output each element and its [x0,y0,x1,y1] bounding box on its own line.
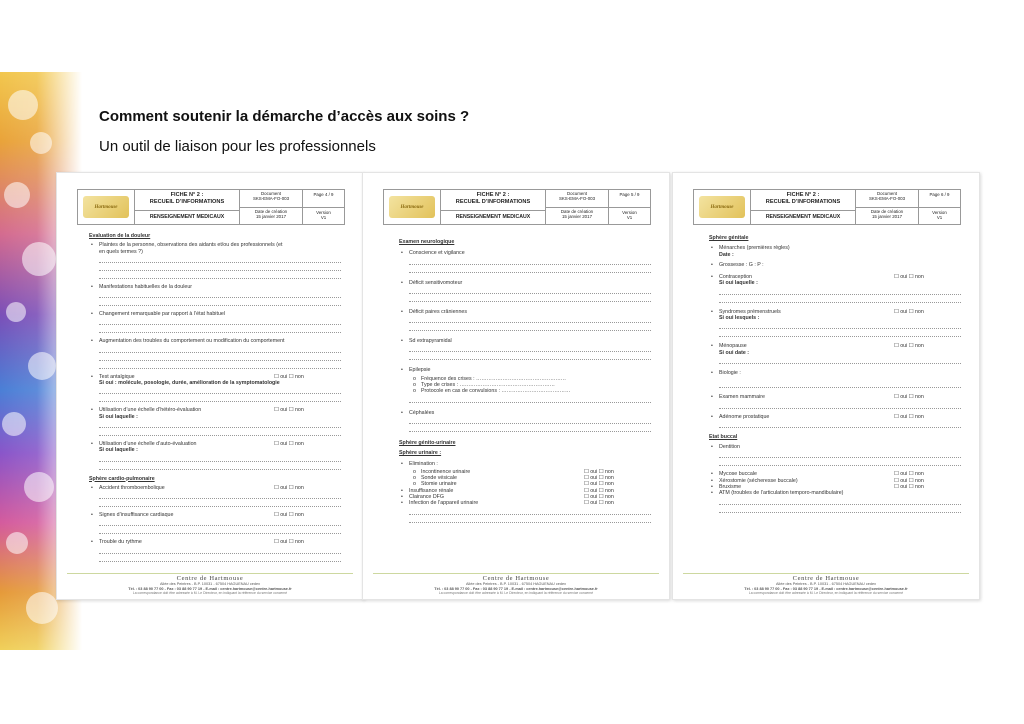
form-item: Manifestations habituelles de la douleur [99,283,193,290]
form-item: Accident thromboembolique [99,484,165,491]
logo-mark: Hartmouse [389,196,435,218]
form-item: Adénome prostatique [719,413,770,420]
form-subitem: Stomie urinaire [421,481,457,488]
oui-non-checkbox[interactable]: ☐ oui ☐ non [584,500,614,507]
form-item: Epilepsie [409,367,431,374]
version-label: Version [932,209,947,215]
fiche-title: RECUEIL D’INFORMATIONS [149,199,225,205]
centre-logo [384,190,441,224]
form-subitem: Si oui laquelle : [99,447,138,454]
section-heading: Sphère génito-urinaire [399,439,456,446]
form-page-4 [56,172,364,600]
version-label: Version [316,209,331,215]
fiche-subtitle: RENSEIGNEMENT MEDICAUX [455,214,531,220]
creation-label: Date de création [870,208,904,214]
form-subitem: Sonde vésicale [421,475,457,482]
form-item: Xérostomie (sécheresse buccale) [719,477,798,484]
form-item: Elimination : [409,460,438,467]
form-item: Déficit paires crâniennes [409,308,467,315]
form-subitem: Si oui laquelle : [99,413,138,420]
form-item: Syndromes prémenstruels [719,308,781,315]
form-item: Augmentation des troubles du comportement ou modification du comportement [99,338,285,345]
version-value: V1 [936,214,943,220]
version-value: V1 [626,214,633,220]
form-item: Plaintes de la personne, observations des aidants et/ou des professionnels (et [99,242,283,249]
form-item: Ménarches (premières règles) [719,245,790,252]
creation-date: 15 janvier 2017 [561,213,593,219]
centre-logo [78,190,135,224]
form-item: Utilisation d’une échelle d’auto-évaluation [99,440,197,447]
footer-address: Allée des Peintres - B.P. 10031 - 67504 HAGUENAU cedex [776,582,876,586]
form-item: Infection de l’appareil urinaire [409,500,479,507]
form-item: ATM (troubles de l’articulation temporo-mandibulaire) [719,490,844,497]
form-body: Evaluation de la douleur • Plaintes de la personne, observations des aidants et/ou des professionnels (et en quels termes ?) • Manifestations habituelles de la douleur • Changement remarquable par rapport à l’état habituel • Augmentation des troubles du comportement ou modification du comportement • Test antalgique ☐ oui ☐ non Si oui : molécule, posologie, durée, amélioration de la symptomatologie • Utilisation d’une échelle d’hétéro-évaluation ☐ oui ☐ non Si oui laquelle : • Utilisation d’une échelle d’auto-évaluation ☐ oui ☐ non Si oui laquelle : Sphère cardio-pulmonaire • Accident thromboembolique ☐ oui ☐ non • Signes d’insuffisance cardiaque ☐ oui ☐ non • Trouble du rythme ☐ oui ☐ non [89,233,341,564]
oui-non-checkbox[interactable]: ☐ oui ☐ non [894,484,924,491]
form-body: Sphère génitale • Ménarches (premières règles) Date : • Grossesse : G : P : • Contraception ☐ oui ☐ non Si oui laquelle : • Syndromes prémenstruels ☐ oui ☐ non Si oui lesquels : • Ménopause ☐ oui ☐ non Si oui date : • Biologie : • Examen mammaire ☐ oui ☐ non • Adénome prostatique ☐ oui ☐ non Etat buccal • Dentition • Mycose buccale ☐ oui ☐ non • Xérostomie (sécheresse buccale) ☐ oui ☐ non • Bruxisme ☐ oui ☐ non • ATM (troubles de l’articulation temporo-mandibulaire) [709,235,961,515]
oui-non-checkbox[interactable]: ☐ oui ☐ non [584,468,614,475]
form-item: Biologie : [719,369,741,376]
form-subitem: Type de crises : ……………………………………………… [421,382,555,389]
form-subitem: Fréquence des crises : …………………………………………… [421,375,567,382]
centre-logo [694,190,751,224]
form-header [77,189,345,225]
form-subitem: Si oui : molécule, posologie, durée, amélioration de la symptomatologie [99,380,280,387]
footer-contact: Tél. : 03 88 90 77 00 - Fax : 03 88 90 77 19 - E-mail : centre.hartmouse@centre-hartmouse.fr [744,586,908,591]
oui-non-checkbox[interactable]: ☐ oui ☐ non [894,274,924,281]
creation-label: Date de création [560,208,594,214]
form-subitem: Date : [719,251,734,258]
oui-non-checkbox[interactable]: ☐ oui ☐ non [894,308,924,315]
section-heading: Evaluation de la douleur [89,233,151,239]
form-subitem: Si oui lesquels : [719,315,760,322]
section-heading: Sphère cardio-pulmonaire [89,475,155,482]
footer-name: Centre de Hartmouse [176,575,244,582]
form-subitem: Protocole en cas de convulsions : ………………………………… [421,388,571,395]
form-header [693,189,961,225]
form-item: Utilisation d’une échelle d’hétéro-évaluation [99,407,202,414]
form-item: Clairance DFG [409,494,445,501]
document-code: SKS-EMA-FO-003 [558,196,596,202]
slide-title: Comment soutenir la démarche d’accès aux soins ? [99,108,470,125]
page-footer [67,573,353,595]
fiche-number: FICHE N° 2 : [170,192,204,198]
oui-non-checkbox[interactable]: ☐ oui ☐ non [274,440,304,447]
document-code: SKS-EMA-FO-003 [868,196,906,202]
fiche-title: RECUEIL D’INFORMATIONS [765,199,841,205]
form-item: Céphalées [409,409,435,416]
oui-non-checkbox[interactable]: ☐ oui ☐ non [274,407,304,414]
footer-contact: Tél. : 03 88 90 77 00 - Fax : 03 88 90 77 19 - E-mail : centre.hartmouse@centre-hartmouse.fr [434,586,598,591]
form-item: en quels termes ?) [99,248,143,255]
oui-non-checkbox[interactable]: ☐ oui ☐ non [894,343,924,350]
section-heading: Sphère urinaire : [399,450,442,457]
version-value: V1 [320,214,327,220]
form-body: Examen neurologique • Conscience et vigilance • Déficit sensitivomoteur • Déficit paires crâniennes • Sd extrapyramidal • Epilepsie o Fréquence des crises : …………………………………………… o Type de crises : ……………………………………………… o Protocole en cas de convulsions : ………………………………… • Céphalées Sphère génito-urinaire Sphère urinaire : • Elimination : o Incontinence urinaire ☐ oui ☐ non o Sonde vésicale ☐ oui ☐ non o Stomie urinaire ☐ oui ☐ non • Insuffisance rénale ☐ oui ☐ non • Clairance DFG ☐ oui ☐ non • Infection de l’appareil urinaire ☐ oui ☐ non [399,239,651,525]
footer-note: La correspondance doit être adressée à M. Le Directeur, en indiquant la référence du service concerné [132,591,288,596]
form-item: Insuffisance rénale [409,487,454,494]
oui-non-checkbox[interactable]: ☐ oui ☐ non [584,475,614,482]
footer-address: Allée des Peintres - B.P. 10031 - 67504 HAGUENAU cedex [466,582,566,586]
oui-non-checkbox[interactable]: ☐ oui ☐ non [584,481,614,488]
form-item: Changement remarquable par rapport à l’état habituel [99,311,226,318]
document-label: Document [876,191,897,196]
logo-mark: Hartmouse [83,196,129,218]
oui-non-checkbox[interactable]: ☐ oui ☐ non [274,512,304,519]
form-item: Trouble du rythme [99,539,142,546]
oui-non-checkbox[interactable]: ☐ oui ☐ non [584,494,614,501]
footer-name: Centre de Hartmouse [482,575,550,582]
oui-non-checkbox[interactable]: ☐ oui ☐ non [894,471,924,478]
oui-non-checkbox[interactable]: ☐ oui ☐ non [894,477,924,484]
form-item: Déficit sensitivomoteur [409,279,463,286]
footer-contact: Tél. : 03 88 90 77 00 - Fax : 03 88 90 77 19 - E-mail : centre.hartmouse@centre-hartmouse.fr [128,586,292,591]
document-label: Document [566,191,587,196]
form-item: Examen mammaire [719,394,765,401]
form-subitem: Si oui laquelle : [719,280,758,287]
page-footer [683,573,969,595]
oui-non-checkbox[interactable]: ☐ oui ☐ non [274,539,304,546]
section-heading: Sphère génitale [709,235,749,241]
section-heading: Etat buccal [709,433,738,440]
fiche-subtitle: RENSEIGNEMENT MEDICAUX [149,214,225,220]
oui-non-checkbox[interactable]: ☐ oui ☐ non [274,484,304,491]
slide-subtitle: Un outil de liaison pour les professionnels [99,138,376,155]
fiche-number: FICHE N° 2 : [786,192,820,198]
section-heading: Examen neurologique [399,239,455,245]
version-label: Version [622,209,637,215]
form-page-5 [362,172,670,600]
oui-non-checkbox[interactable]: ☐ oui ☐ non [274,373,304,380]
fiche-subtitle: RENSEIGNEMENT MEDICAUX [765,214,841,220]
footer-note: La correspondance doit être adressée à M. Le Directeur, en indiquant la référence du service concerné [438,591,594,596]
oui-non-checkbox[interactable]: ☐ oui ☐ non [894,394,924,401]
form-item: Ménopause [719,343,747,350]
form-item: Grossesse : G : P : [719,261,764,268]
document-code: SKS-EMA-FO-003 [252,196,290,202]
logo-mark: Hartmouse [699,196,745,218]
oui-non-checkbox[interactable]: ☐ oui ☐ non [894,413,924,420]
form-item: Mycose buccale [719,471,757,478]
form-item: Contraception [719,274,752,281]
form-item: Test antalgique [99,373,135,380]
fiche-title: RECUEIL D’INFORMATIONS [455,199,531,205]
form-item: Conscience et vigilance [409,250,465,257]
page-number: Page 6 / 9 [919,190,960,208]
form-header [383,189,651,225]
footer-note: La correspondance doit être adressée à M. Le Directeur, en indiquant la référence du service concerné [748,591,904,596]
form-item: Signes d’insuffisance cardiaque [99,512,174,519]
form-subitem: Incontinence urinaire [421,468,471,475]
fiche-number: FICHE N° 2 : [476,192,510,198]
footer-address: Allée des Peintres - B.P. 10031 - 67504 HAGUENAU cedex [160,582,260,586]
form-subitem: Si oui date : [719,349,750,356]
creation-label: Date de création [254,208,288,214]
footer-name: Centre de Hartmouse [792,575,860,582]
oui-non-checkbox[interactable]: ☐ oui ☐ non [584,487,614,494]
page-footer [373,573,659,595]
document-label: Document [260,191,281,196]
creation-date: 15 janvier 2017 [871,213,903,219]
form-page-6 [672,172,980,600]
form-item: Dentition [719,444,740,451]
form-item: Sd extrapyramidal [409,338,452,345]
creation-date: 15 janvier 2017 [255,213,287,219]
page-number: Page 5 / 9 [609,190,650,208]
form-item: Bruxisme [719,484,742,491]
page-number: Page 4 / 9 [303,190,344,208]
